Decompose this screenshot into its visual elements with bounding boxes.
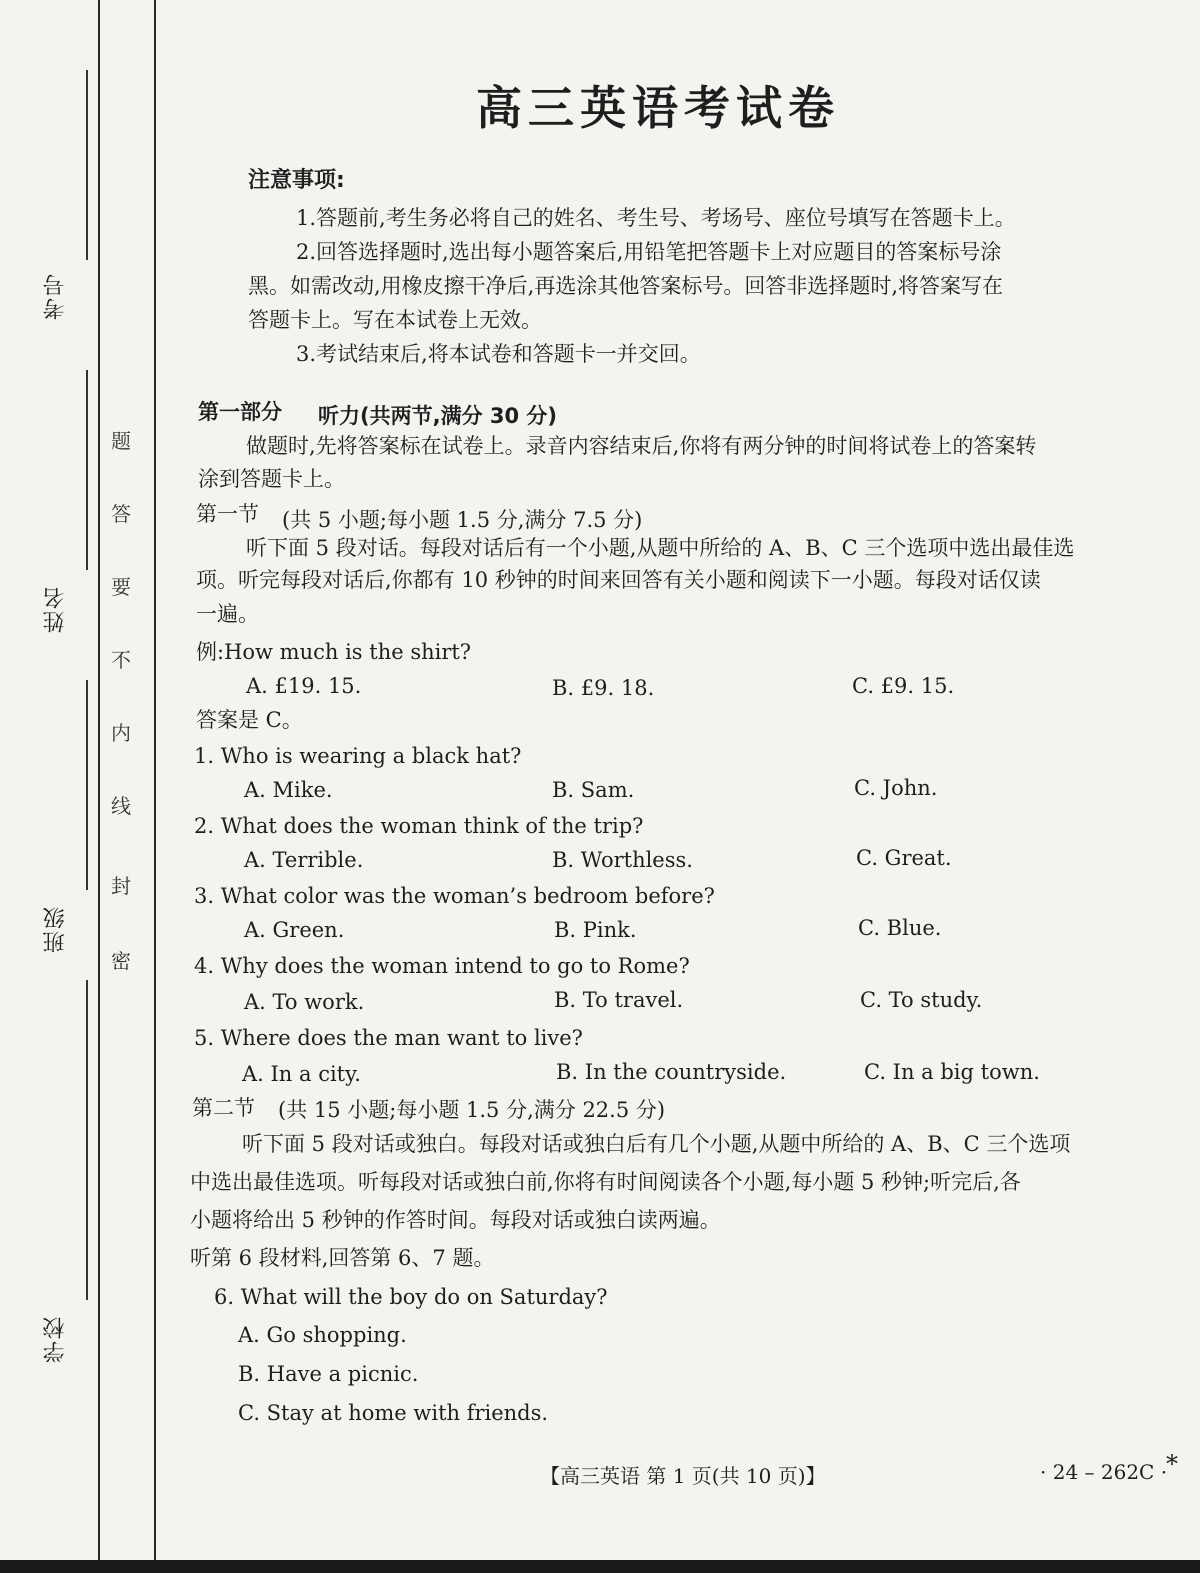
section1-instruction: 项。听完每段对话后,你都有 10 秒钟的时间来回答有关小题和阅读下一小题。每段对话仅读 <box>196 568 1041 592</box>
section2-heading: 第二节 <box>192 1096 255 1120</box>
q5-option-b: B. In the countryside. <box>556 1060 787 1084</box>
notice-line: 答题卡上。写在本试卷上无效。 <box>248 308 542 332</box>
class-label: 班级 <box>43 905 68 953</box>
q5-option-a: A. In a city. <box>242 1062 361 1086</box>
question-1: 1. Who is wearing a black hat? <box>194 744 522 768</box>
seal-char: 答 <box>111 502 131 526</box>
q6-option-b: B. Have a picnic. <box>238 1362 419 1386</box>
class-fill-line <box>86 680 88 890</box>
notice-line: 2.回答选择题时,选出每小题答案后,用铅笔把答题卡上对应题目的答案标号涂 <box>296 240 1002 264</box>
example-option-a: A. £19. 15. <box>246 674 362 698</box>
page-title: 高三英语考试卷 <box>476 81 840 135</box>
q6-option-a: A. Go shopping. <box>238 1323 407 1347</box>
question-5: 5. Where does the man want to live? <box>194 1026 583 1050</box>
seal-char: 线 <box>111 794 131 818</box>
q2-option-a: A. Terrible. <box>244 848 364 872</box>
example-answer: 答案是 C。 <box>196 708 303 732</box>
q1-option-b: B. Sam. <box>552 778 635 802</box>
section1-instruction: 一遍。 <box>196 602 259 626</box>
section2-info: (共 15 小题;每小题 1.5 分,满分 22.5 分) <box>278 1098 666 1122</box>
part1-intro-line: 做题时,先将答案标在试卷上。录音内容结束后,你将有两分钟的时间将试卷上的答案转 <box>246 434 1037 458</box>
binding-line-inner <box>98 0 100 1573</box>
binding-margin <box>0 0 160 1573</box>
example-option-c: C. £9. 15. <box>852 674 955 698</box>
section2-instruction: 听下面 5 段对话或独白。每段对话或独白后有几个小题,从题中所给的 A、B、C 三个选项 <box>242 1132 1071 1156</box>
q2-option-c: C. Great. <box>856 846 952 870</box>
material-note: 听第 6 段材料,回答第 6、7 题。 <box>190 1246 495 1270</box>
seal-char: 题 <box>111 429 131 453</box>
q3-option-c: C. Blue. <box>858 916 942 940</box>
binding-line-outer <box>154 0 156 1573</box>
example-option-b: B. £9. 18. <box>552 676 655 700</box>
name-fill-line <box>86 370 88 570</box>
q4-option-c: C. To study. <box>860 988 983 1012</box>
q4-option-b: B. To travel. <box>554 988 684 1012</box>
question-3: 3. What color was the woman’s bedroom before? <box>194 884 715 908</box>
section1-instruction: 听下面 5 段对话。每段对话后有一个小题,从题中所给的 A、B、C 三个选项中选出最佳选 <box>246 536 1075 560</box>
q4-option-a: A. To work. <box>244 990 365 1014</box>
q2-option-b: B. Worthless. <box>552 848 693 872</box>
seal-char: 内 <box>111 721 131 745</box>
section1-heading: 第一节 <box>196 502 259 526</box>
seal-char: 不 <box>111 648 131 672</box>
question-2: 2. What does the woman think of the trip? <box>194 814 644 838</box>
part1-intro-line: 涂到答题卡上。 <box>198 467 345 491</box>
q3-option-a: A. Green. <box>244 918 345 942</box>
q6-option-c: C. Stay at home with friends. <box>238 1401 549 1425</box>
section2-instruction: 中选出最佳选项。听每段对话或独白前,你将有时间阅读各个小题,每小题 5 秒钟;听完后,各 <box>190 1170 1021 1194</box>
question-4: 4. Why does the woman intend to go to Rome? <box>194 954 690 978</box>
q3-option-b: B. Pink. <box>554 918 637 942</box>
section1-info: (共 5 小题;每小题 1.5 分,满分 7.5 分) <box>282 508 643 532</box>
school-label: 学校 <box>43 1315 68 1363</box>
notice-line: 黑。如需改动,用橡皮擦干净后,再选涂其他答案标号。回答非选择题时,将答案写在 <box>248 274 1004 298</box>
page-bottom-edge <box>0 1560 1200 1573</box>
name-label: 姓名 <box>43 585 68 633</box>
q1-option-c: C. John. <box>854 776 938 800</box>
seal-char: 要 <box>111 575 131 599</box>
q5-option-c: C. In a big town. <box>864 1060 1040 1084</box>
star-mark: * <box>1166 1450 1178 1478</box>
section2-instruction: 小题将给出 5 秒钟的作答时间。每段对话或独白读两遍。 <box>190 1208 721 1232</box>
notice-heading: 注意事项: <box>248 168 345 193</box>
paper-code: · 24 – 262C · <box>1040 1460 1168 1484</box>
seal-char: 封 <box>111 874 131 898</box>
notice-line: 3.考试结束后,将本试卷和答题卡一并交回。 <box>296 342 701 366</box>
q1-option-a: A. Mike. <box>244 778 333 802</box>
notice-line: 1.答题前,考生务必将自己的姓名、考生号、考场号、座位号填写在答题卡上。 <box>296 206 1016 230</box>
example-question: 例:How much is the shirt? <box>196 640 472 664</box>
seal-char: 密 <box>111 949 131 973</box>
part1-heading: 听力(共两节,满分 30 分) <box>318 404 558 428</box>
question-6: 6. What will the boy do on Saturday? <box>214 1285 608 1309</box>
school-fill-line <box>86 980 88 1300</box>
part1-heading-prefix: 第一部分 <box>198 400 282 424</box>
exam-no-label: 考号 <box>43 272 68 320</box>
page-footer: 【高三英语 第 1 页(共 10 页)】 <box>540 1464 826 1488</box>
